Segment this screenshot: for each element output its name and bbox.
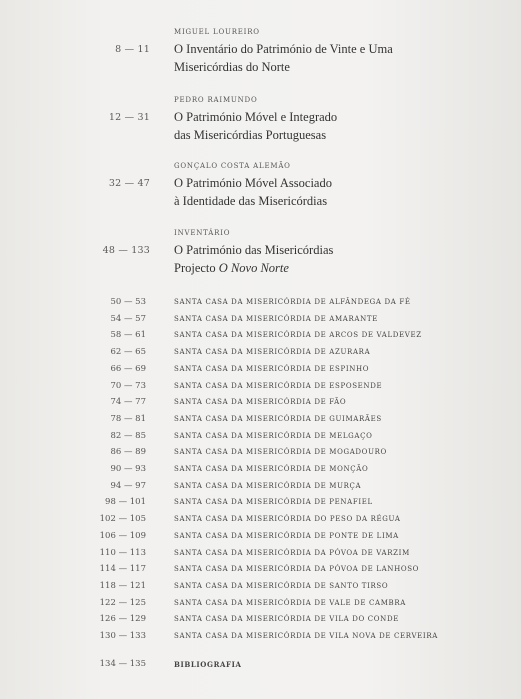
section-title-line: O Inventário do Património de Vinte e Uma — [174, 42, 393, 56]
entry-title: SANTA CASA DA MISERICÓRDIA DE SANTO TIRSO — [174, 582, 389, 590]
section-title-line: O Património Móvel Associado — [174, 176, 332, 190]
section-title-line: Misericórdias do Norte — [174, 60, 290, 74]
section-title-line: à Identidade das Misericórdias — [174, 194, 328, 208]
entry-title: SANTA CASA DA MISERICÓRDIA DE PONTE DE LIMA — [174, 532, 399, 540]
entry-title: SANTA CASA DA MISERICÓRDIA DE AMARANTE — [174, 315, 378, 323]
entry-title: SANTA CASA DA MISERICÓRDIA DE VILA NOVA DE CERVEIRA — [174, 632, 438, 640]
entry-pages: 106 — 109 — [99, 531, 146, 541]
entry-pages: 118 — 121 — [99, 581, 146, 591]
entry-pages: 102 — 105 — [99, 514, 146, 524]
entry-pages: 90 — 93 — [110, 464, 146, 474]
entry-title: SANTA CASA DA MISERICÓRDIA DE ARCOS DE VALDEVEZ — [174, 331, 422, 339]
entry-title: SANTA CASA DA MISERICÓRDIA DE PENAFIEL — [174, 498, 373, 506]
entry-title: SANTA CASA DA MISERICÓRDIA DO PESO DA RÉGUA — [174, 515, 401, 523]
entry-pages: 98 — 101 — [105, 497, 146, 507]
entry-title: SANTA CASA DA MISERICÓRDIA DE VILA DO CONDE — [174, 615, 399, 623]
entry-title: SANTA CASA DA MISERICÓRDIA DA PÓVOA DE VARZIM — [174, 549, 410, 557]
entry-title: SANTA CASA DA MISERICÓRDIA DE MELGAÇO — [174, 432, 373, 440]
entry-pages: 130 — 133 — [99, 631, 146, 641]
bibliography-pages: 134 — 135 — [99, 659, 146, 669]
entry-title: SANTA CASA DA MISERICÓRDIA DE ESPINHO — [174, 365, 370, 373]
section-pages: 32 — 47 — [108, 178, 150, 189]
entry-pages: 58 — 61 — [110, 330, 146, 340]
entry-pages: 82 — 85 — [110, 431, 146, 441]
section-title-line — [174, 259, 333, 277]
entry-pages: 86 — 89 — [110, 447, 146, 457]
entry-pages: 66 — 69 — [110, 364, 146, 374]
entry-pages: 110 — 113 — [99, 548, 146, 558]
section-title — [174, 174, 332, 210]
entry-title: SANTA CASA DA MISERICÓRDIA DE AZURARA — [174, 348, 371, 356]
entry-pages: 122 — 125 — [99, 598, 146, 608]
entry-title: SANTA CASA DA MISERICÓRDIA DE MOGADOURO — [174, 448, 387, 456]
section-title-prefix: Projecto — [174, 261, 219, 275]
entry-title: SANTA CASA DA MISERICÓRDIA DE FÃO — [174, 398, 347, 406]
entry-pages: 50 — 53 — [110, 297, 146, 307]
entry-title: SANTA CASA DA MISERICÓRDIA DE VALE DE CAMBRA — [174, 599, 406, 607]
section-title — [174, 40, 393, 76]
section-title-line: O Património das Misericórdias — [174, 243, 334, 257]
section-pages: 12 — 31 — [108, 112, 150, 123]
section-title — [174, 241, 333, 277]
entry-pages: 94 — 97 — [110, 481, 146, 491]
entry-pages: 114 — 117 — [99, 564, 146, 574]
entry-pages: 70 — 73 — [110, 381, 146, 391]
entry-title: SANTA CASA DA MISERICÓRDIA DE MURÇA — [174, 482, 362, 490]
section-pages: 8 — 11 — [115, 44, 150, 55]
entry-title: SANTA CASA DA MISERICÓRDIA DA PÓVOA DE LANHOSO — [174, 565, 420, 573]
entry-title: SANTA CASA DA MISERICÓRDIA DE ESPOSENDE — [174, 382, 383, 390]
bibliography-label: BIBLIOGRAFIA — [174, 660, 242, 669]
section-author: PEDRO RAIMUNDO — [174, 96, 258, 104]
section-title-italic: O Novo Norte — [218, 261, 289, 275]
entry-title: SANTA CASA DA MISERICÓRDIA DE ALFÂNDEGA DA FÉ — [174, 298, 411, 306]
entry-pages: 54 — 57 — [110, 314, 146, 324]
section-pages: 48 — 133 — [102, 245, 150, 256]
section-title-line: O Património Móvel e Integrado — [174, 110, 338, 124]
section-author: INVENTÁRIO — [174, 229, 231, 237]
entry-pages: 74 — 77 — [110, 397, 146, 407]
section-title — [174, 108, 337, 144]
section-title-line: das Misericórdias Portuguesas — [174, 128, 327, 142]
section-author: MIGUEL LOUREIRO — [174, 28, 260, 36]
entry-title: SANTA CASA DA MISERICÓRDIA DE GUIMARÃES — [174, 415, 382, 423]
entry-pages: 62 — 65 — [110, 347, 146, 357]
entry-pages: 78 — 81 — [110, 414, 146, 424]
section-author: GONÇALO COSTA ALEMÃO — [174, 162, 291, 170]
entry-title: SANTA CASA DA MISERICÓRDIA DE MONÇÃO — [174, 465, 369, 473]
entry-pages: 126 — 129 — [99, 614, 146, 624]
